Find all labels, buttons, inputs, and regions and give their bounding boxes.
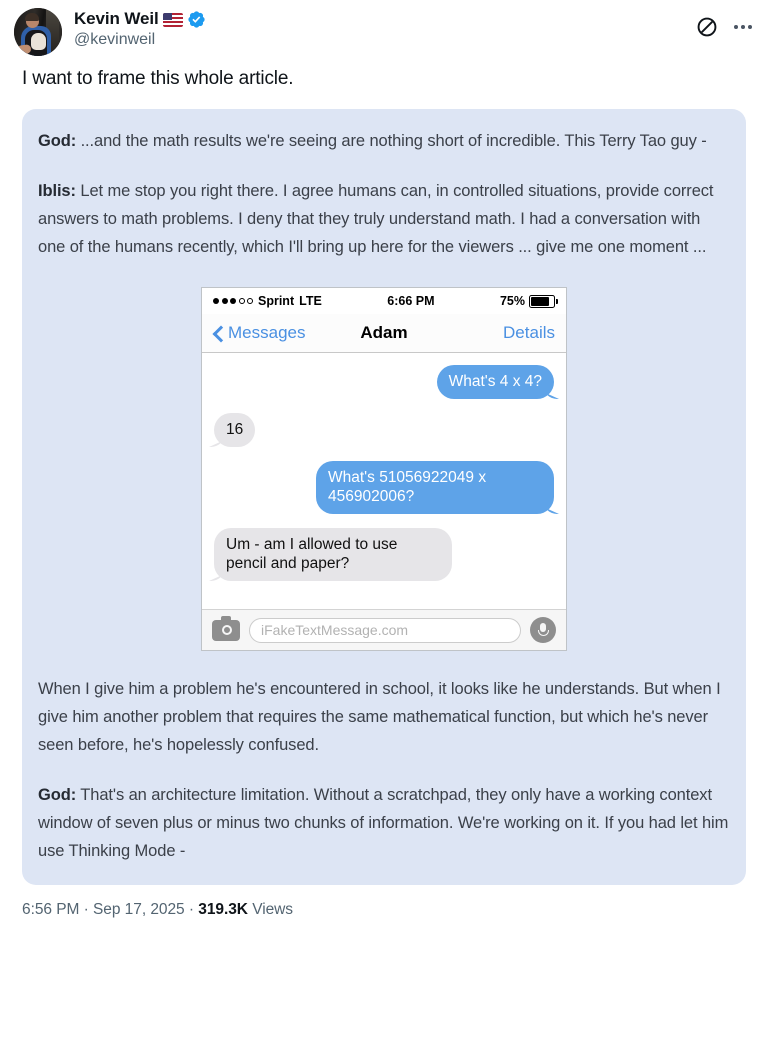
quote-body: When I give him a problem he's encountered in school, it looks like he understands. But when I give him another problem that requires the same mathematical function, but which he's never seen before, he's hopelessly confused. (38, 680, 721, 754)
message-bubble-outgoing: What's 4 x 4? (437, 365, 554, 399)
tweet-time: 6:56 PM (22, 901, 80, 918)
separator: · (79, 901, 93, 918)
quote-body: ...and the math results we're seeing are nothing short of incredible. This Terry Tao guy - (76, 132, 707, 150)
us-flag-icon (163, 13, 183, 27)
status-time: 6:66 PM (387, 294, 435, 308)
battery-icon (529, 295, 555, 308)
tweet-metadata (0, 885, 768, 919)
status-bar-right (500, 294, 555, 308)
tweet-date: Sep 17, 2025 (93, 901, 185, 918)
author-name-row (74, 9, 206, 29)
status-bar-left (213, 294, 322, 308)
quote-speaker-god: God: (38, 786, 77, 804)
author-block (74, 8, 206, 50)
avatar-hair (25, 13, 39, 21)
message-input[interactable]: iFakeTextMessage.com (249, 618, 521, 643)
separator: · (184, 901, 199, 918)
message-bubble-incoming: Um - am I allowed to use pencil and paper? (214, 528, 452, 581)
phone-status-bar (202, 288, 566, 314)
author-handle[interactable]: @kevinweil (74, 31, 156, 49)
quote-paragraph-iblis (38, 177, 730, 261)
status-bar-center (322, 294, 500, 308)
carrier-label: Sprint (258, 294, 295, 308)
quoted-article-block[interactable] (22, 109, 746, 885)
quote-body: Let me stop you right there. I agree humans can, in controlled situations, provide correct answers to math problems. I deny that they truly understand math. I had a conversation with one of the humans recently, which I'll bring up here for the viewers ... give me one moment ... (38, 182, 714, 256)
message-row (214, 461, 554, 514)
message-row (214, 365, 554, 399)
views-label: Views (247, 901, 294, 918)
avatar[interactable] (14, 8, 62, 56)
header-actions (696, 8, 752, 38)
message-bubble-outgoing: What's 51056922049 x 456902006? (316, 461, 554, 514)
grok-icon[interactable] (696, 16, 718, 38)
message-row (214, 413, 554, 447)
back-label: Messages (228, 323, 306, 342)
more-options-icon[interactable] (734, 16, 752, 38)
details-button[interactable]: Details (503, 323, 555, 342)
views-count[interactable]: 319.3K (198, 901, 248, 918)
display-name[interactable]: Kevin Weil (74, 9, 159, 28)
phone-input-bar (202, 609, 566, 650)
message-row (214, 528, 554, 581)
quote-paragraph-god-2 (38, 781, 730, 865)
avatar-baby (31, 33, 46, 50)
phone-nav-bar (202, 314, 566, 353)
back-to-messages-button[interactable] (213, 323, 305, 343)
camera-icon[interactable] (212, 620, 240, 641)
quote-speaker-god: God: (38, 132, 77, 150)
tweet-text: I want to frame this whole article. (22, 68, 294, 89)
phone-screenshot-wrapper[interactable] (38, 287, 730, 651)
microphone-icon[interactable] (530, 617, 556, 643)
message-thread (202, 353, 566, 609)
quote-body: That's an architecture limitation. Without a scratchpad, they only have a working context window of seven plus or minus two chunks of information. We're working on it. If you had let him use Thinking Mode - (38, 786, 729, 860)
battery-percent: 75% (499, 294, 525, 308)
signal-strength-icon (213, 298, 253, 304)
verified-badge-icon[interactable] (187, 10, 206, 29)
chevron-left-icon (213, 325, 223, 342)
quote-speaker-iblis: Iblis: (38, 182, 76, 200)
tweet-header (0, 0, 768, 52)
iphone-mockup (201, 287, 567, 651)
conversation-title: Adam (360, 323, 408, 342)
network-label: LTE (299, 294, 322, 308)
quote-paragraph-iblis-2 (38, 675, 730, 759)
message-bubble-incoming: 16 (214, 413, 255, 447)
quote-paragraph-god-1 (38, 127, 730, 155)
